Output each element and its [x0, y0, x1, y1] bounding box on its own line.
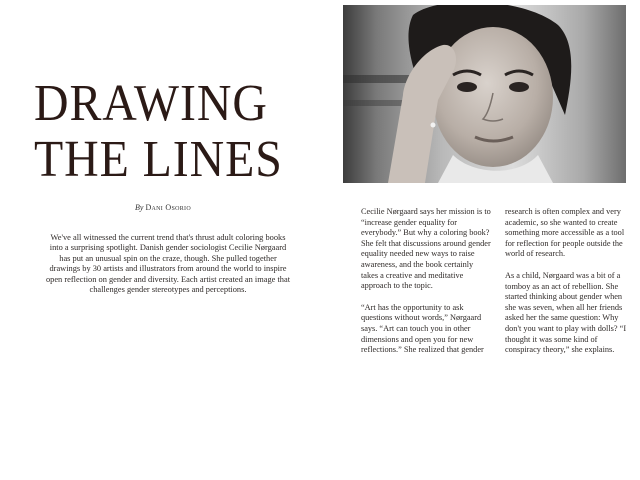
article-title — [34, 76, 301, 188]
intro-paragraph: We've all witnessed the current trend that's thrust adult coloring books into a surprising spotlight. Danish gender sociologist Cecilie Nørgaard has put an unusual spin on the craze, though. She pulled together drawings by 30 artists and illustrators from around the world to inspire open reflection on gender and diversity. Each artist created an image that challenges gender stereotypes and perceptions. — [45, 233, 291, 295]
title-line-2: THE LINES — [34, 131, 283, 188]
title-line-1: DRAWING — [34, 75, 268, 132]
byline — [135, 203, 255, 212]
column-1-paragraph-2: “Art has the opportunity to ask questions without words,” Nørgaard says. “Art can touch you in other dimensions and open you for new reflections.” She realized that gender — [361, 302, 484, 355]
column-2-paragraph-1: research is often complex and very academic, so she wanted to create something more accessible as a tool for reflection for people outside the world of research. — [505, 207, 625, 259]
portrait-photo — [343, 5, 626, 183]
article-column-2 — [505, 207, 635, 367]
column-2-paragraph-2: As a child, Nørgaard was a bit of a tomboy as an act of rebellion. She started thinking about gender when she was seven, when all her friends asked her the same question: Why don't you want to play with dolls? “I thought it was some kind of conspiracy theory,” she explains. — [505, 270, 627, 355]
article-column-1 — [361, 207, 491, 367]
byline-prefix: By — [135, 203, 144, 212]
author-name: Dani Osorio — [145, 203, 191, 212]
column-1-paragraph-1: Cecilie Nørgaard says her mission is to “increase gender equality for everybody.” But why a coloring book? She felt that discussions around gender equality needed new ways to raise awareness, and the book certainly takes a creative and meditative approach to the topic. — [361, 207, 491, 291]
portrait-illustration — [343, 5, 626, 183]
